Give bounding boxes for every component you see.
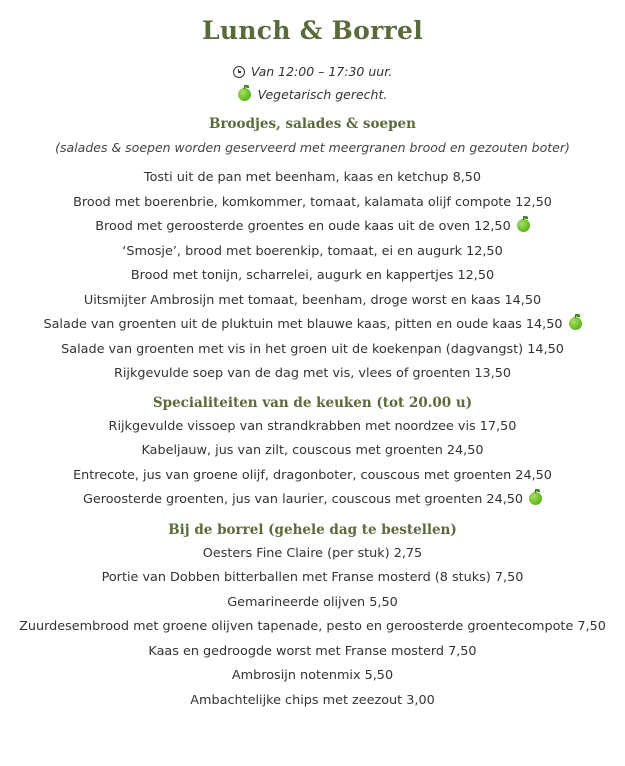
menu-item: Tosti uit de pan met beenham, kaas en ketchup 8,50 [143, 170, 482, 185]
menu-list-borrel [0, 542, 625, 714]
section-heading-broodjes: Broodjes, salades & soepen [209, 116, 416, 132]
menu-item: Entrecote, jus van groene olijf, dragonboter, couscous met groenten 24,50 [73, 467, 552, 483]
menu-item: Ambrosijn notenmix 5,50 [231, 668, 394, 683]
menu-item: Ambachtelijke chips met zeezout 3,00 [190, 692, 435, 708]
menu-item: ‘Smosje’, brood met boerenkip, tomaat, ei en augurk 12,50 [122, 243, 503, 259]
opening-hours [0, 60, 625, 83]
menu-item: Oesters Fine Claire (per stuk) 2,75 [202, 545, 423, 561]
green-apple-icon [569, 317, 582, 330]
green-apple-icon [529, 492, 542, 505]
page-title: Lunch & Borrel [201, 16, 424, 45]
green-apple-icon [238, 88, 251, 101]
menu-item: Uitsmijter Ambrosijn met tomaat, beenham, droge worst en kaas 14,50 [83, 292, 542, 308]
menu-item: Zuurdesembrood met groene olijven tapenade, pesto en geroosterde groentecompote 7,50 [19, 619, 606, 634]
menu-item: Rijkgevulde soep van de dag met vis, vlees of groenten 13,50 [113, 366, 512, 381]
menu-item: Geroosterde groenten, jus van laurier, couscous met groenten 24,50 [0, 488, 625, 513]
green-apple-icon [517, 219, 530, 232]
section-note-broodjes: (salades & soepen worden geserveerd met meergranen brood en gezouten boter) [55, 140, 570, 155]
menu-list-broodjes [0, 166, 625, 387]
section-heading-specialiteiten: Specialiteiten van de keuken (tot 20.00 u) [152, 394, 473, 411]
section-heading-borrel: Bij de borrel (gehele dag te bestellen) [168, 521, 457, 538]
menu-item: Salade van groenten uit de pluktuin met blauwe kaas, pitten en oude kaas 14,50 [0, 313, 625, 338]
menu-item: Brood met boerenbrie, komkommer, tomaat, kalamata olijf compote 12,50 [73, 194, 552, 210]
menu-item: Brood met tonijn, scharrelei, augurk en kappertjes 12,50 [130, 268, 495, 283]
menu-item: Salade van groenten met vis in het groen uit de koekenpan (dagvangst) 14,50 [61, 341, 564, 357]
menu-list-specialiteiten [0, 415, 625, 513]
menu-item: Gemarineerde olijven 5,50 [227, 594, 398, 610]
menu-item: Kabeljauw, jus van zilt, couscous met groenten 24,50 [141, 443, 484, 458]
clock-icon [233, 66, 245, 78]
menu-item: Portie van Dobben bitterballen met Franse mosterd (8 stuks) 7,50 [101, 570, 524, 585]
vegetarian-legend [0, 83, 625, 106]
opening-hours-text: Van 12:00 – 17:30 uur. [250, 64, 393, 79]
menu-item: Rijkgevulde vissoep van strandkrabben met noordzee vis 17,50 [108, 418, 517, 434]
menu-item: Kaas en gedroogde worst met Franse mosterd 7,50 [148, 643, 477, 659]
menu-item: Brood met geroosterde groentes en oude kaas uit de oven 12,50 [0, 215, 625, 240]
vegetarian-legend-text: Vegetarisch gerecht. [257, 87, 388, 102]
